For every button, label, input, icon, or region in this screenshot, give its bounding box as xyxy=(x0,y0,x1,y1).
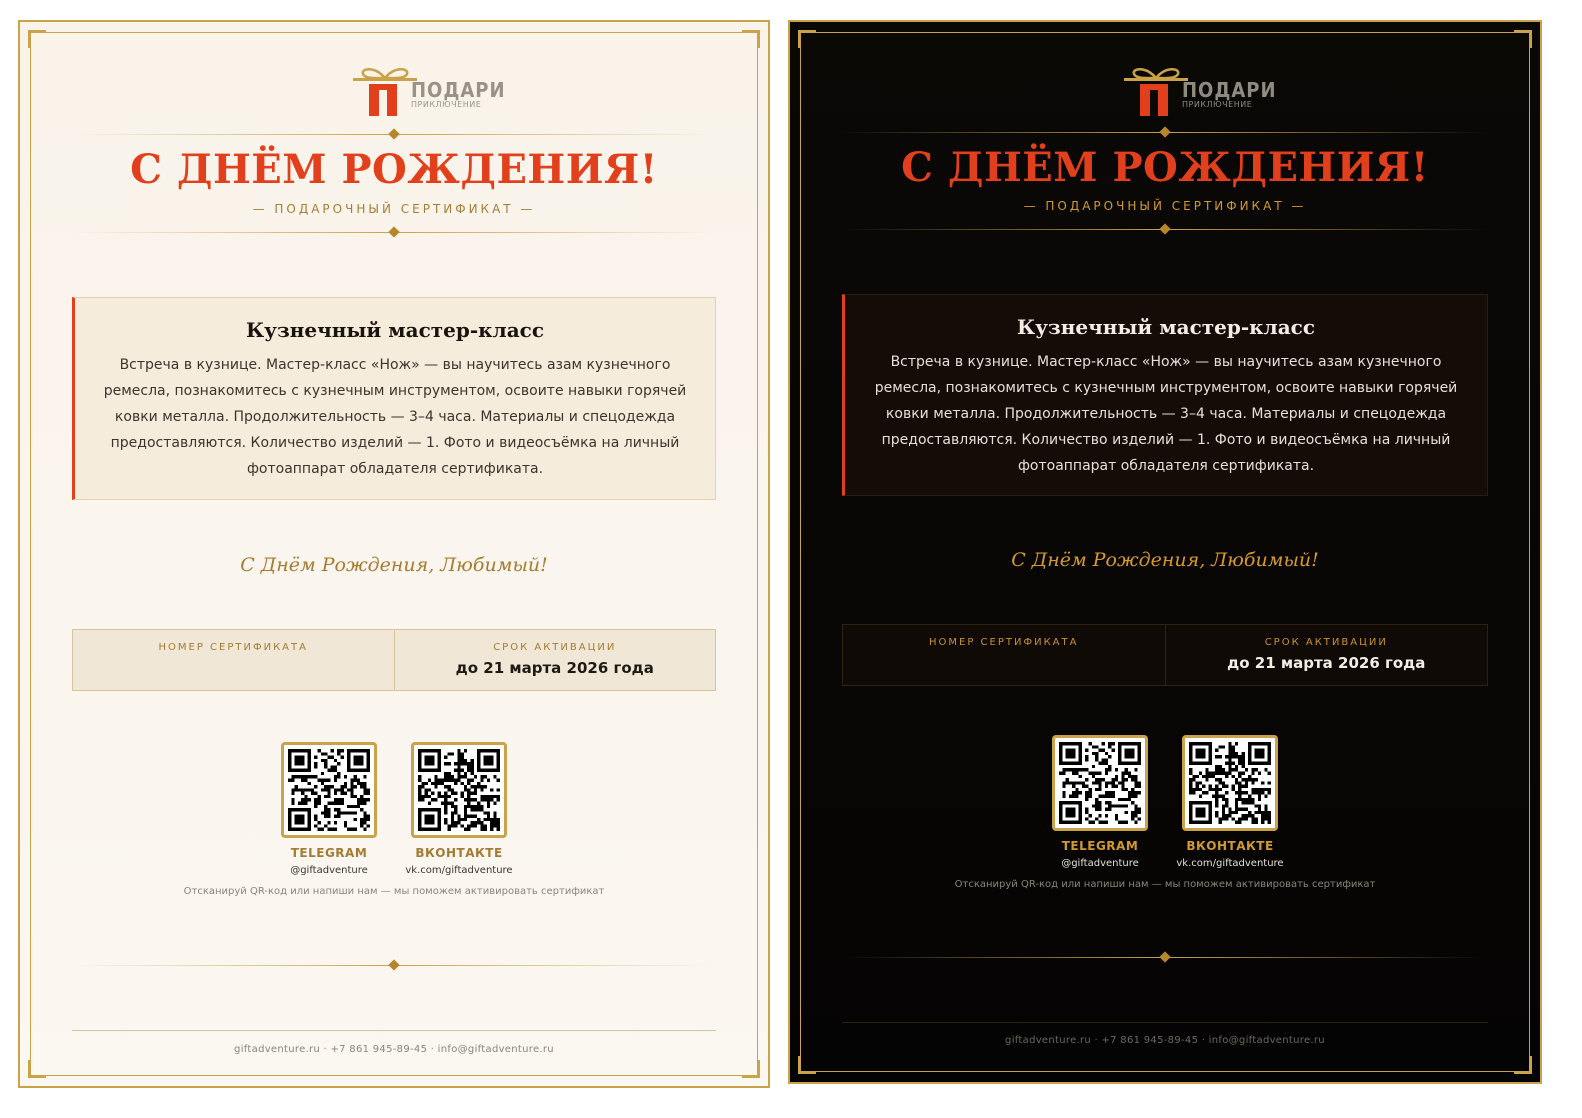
qr-handle[interactable]: @giftadventure xyxy=(290,865,368,876)
brand-name: ПОДАРИ xyxy=(1182,78,1277,102)
qr-item-vk[interactable] xyxy=(1176,735,1284,869)
diamond-ornament-icon xyxy=(1159,223,1170,234)
corner-ornament xyxy=(28,1060,46,1078)
corner-ornament xyxy=(798,1056,816,1074)
certificate-number-label: НОМЕР СЕРТИФИКАТА xyxy=(158,642,308,653)
qr-handle[interactable]: vk.com/giftadventure xyxy=(1176,858,1284,869)
qr-hint: Отсканируй QR-код или напиши нам — мы поможем активировать сертификат xyxy=(183,886,605,897)
certificate-info xyxy=(842,624,1488,686)
corner-ornament xyxy=(1514,30,1532,48)
footer-contacts: giftadventure.ru · +7 861 945-89-45 · info@giftadventure.ru xyxy=(234,1044,554,1055)
activation-value: до 21 марта 2026 года xyxy=(1227,654,1426,672)
activation-cell xyxy=(1165,625,1488,685)
corner-ornament xyxy=(798,30,816,48)
experience-card xyxy=(842,294,1488,496)
qr-label: ВКОНТАКТЕ xyxy=(415,846,503,860)
qr-item-telegram[interactable] xyxy=(1052,735,1148,869)
qr-codes xyxy=(842,735,1488,869)
certificate-light xyxy=(18,20,770,1088)
diamond-ornament-icon xyxy=(388,226,399,237)
corner-ornament xyxy=(742,1060,760,1078)
activation-label: СРОК АКТИВАЦИИ xyxy=(493,642,617,653)
qr-label: TELEGRAM xyxy=(1061,839,1139,853)
certificate-dark xyxy=(788,20,1542,1084)
experience-title: Кузнечный мастер-класс xyxy=(1016,315,1316,339)
certificate-number-cell xyxy=(73,630,394,690)
qr-label: TELEGRAM xyxy=(290,846,368,860)
qr-label: ВКОНТАКТЕ xyxy=(1186,839,1274,853)
brand-logo xyxy=(1120,64,1277,120)
diamond-ornament-icon xyxy=(1159,951,1170,962)
qr-hint: Отсканируй QR-код или напиши нам — мы поможем активировать сертификат xyxy=(954,879,1376,890)
vk-qr-code-icon[interactable] xyxy=(1189,742,1271,824)
qr-handle[interactable]: @giftadventure xyxy=(1061,858,1139,869)
certificate-subtitle: — ПОДАРОЧНЫЙ СЕРТИФИКАТ — xyxy=(1023,199,1307,213)
diamond-ornament-icon xyxy=(388,128,399,139)
certificate-title: С ДНЁМ РОЖДЕНИЯ! xyxy=(901,144,1429,191)
qr-handle[interactable]: vk.com/giftadventure xyxy=(405,865,513,876)
experience-description: Встреча в кузнице. Мастер-класс «Нож» — вы научитесь азам кузнечного ремесла, познакомитесь с кузнечным инструментом, освоите навыки горячей ковки металла. Продолжительность — 3–4 часа. Материалы и спецодежда предоставляются. Количество изделий — 1. Фото и видеосъёмка на личный фотоаппарат обладателя сертификата. xyxy=(103,357,687,477)
qr-item-telegram[interactable] xyxy=(281,742,377,876)
certificate-number-cell xyxy=(843,625,1165,685)
experience-title: Кузнечный мастер-класс xyxy=(245,318,545,342)
certificate-title: С ДНЁМ РОЖДЕНИЯ! xyxy=(130,146,658,193)
experience-card xyxy=(72,297,716,500)
certificate-content xyxy=(842,22,1488,1082)
brand-tagline: ПРИКЛЮЧЕНИЕ xyxy=(1182,100,1253,109)
diamond-ornament-icon xyxy=(388,959,399,970)
personal-wish: С Днём Рождения, Любимый! xyxy=(240,554,548,576)
footer-contacts: giftadventure.ru · +7 861 945-89-45 · info@giftadventure.ru xyxy=(1005,1035,1325,1046)
corner-ornament xyxy=(28,30,46,48)
corner-ornament xyxy=(1514,1056,1532,1074)
certificate-number-label: НОМЕР СЕРТИФИКАТА xyxy=(929,637,1079,648)
certificate-subtitle: — ПОДАРОЧНЫЙ СЕРТИФИКАТ — xyxy=(252,202,536,216)
activation-cell xyxy=(394,630,716,690)
qr-codes xyxy=(72,742,716,876)
vk-qr-code-icon[interactable] xyxy=(418,749,500,831)
brand-name: ПОДАРИ xyxy=(411,78,506,102)
brand-tagline: ПРИКЛЮЧЕНИЕ xyxy=(411,100,482,109)
brand-logo xyxy=(349,64,506,120)
activation-value: до 21 марта 2026 года xyxy=(455,659,654,677)
experience-description: Встреча в кузнице. Мастер-класс «Нож» — вы научитесь азам кузнечного ремесла, познакомитесь с кузнечным инструментом, освоите навыки горячей ковки металла. Продолжительность — 3–4 часа. Материалы и спецодежда предоставляются. Количество изделий — 1. Фото и видеосъёмка на личный фотоаппарат обладателя сертификата. xyxy=(874,354,1458,474)
footer-divider xyxy=(72,1030,716,1031)
diamond-ornament-icon xyxy=(1159,126,1170,137)
qr-item-vk[interactable] xyxy=(405,742,513,876)
personal-wish: С Днём Рождения, Любимый! xyxy=(1011,549,1319,571)
telegram-qr-code-icon[interactable] xyxy=(1059,742,1141,824)
certificate-content xyxy=(72,22,716,1086)
telegram-qr-code-icon[interactable] xyxy=(288,749,370,831)
corner-ornament xyxy=(742,30,760,48)
certificate-info xyxy=(72,629,716,691)
footer-divider xyxy=(842,1022,1488,1023)
activation-label: СРОК АКТИВАЦИИ xyxy=(1264,637,1388,648)
